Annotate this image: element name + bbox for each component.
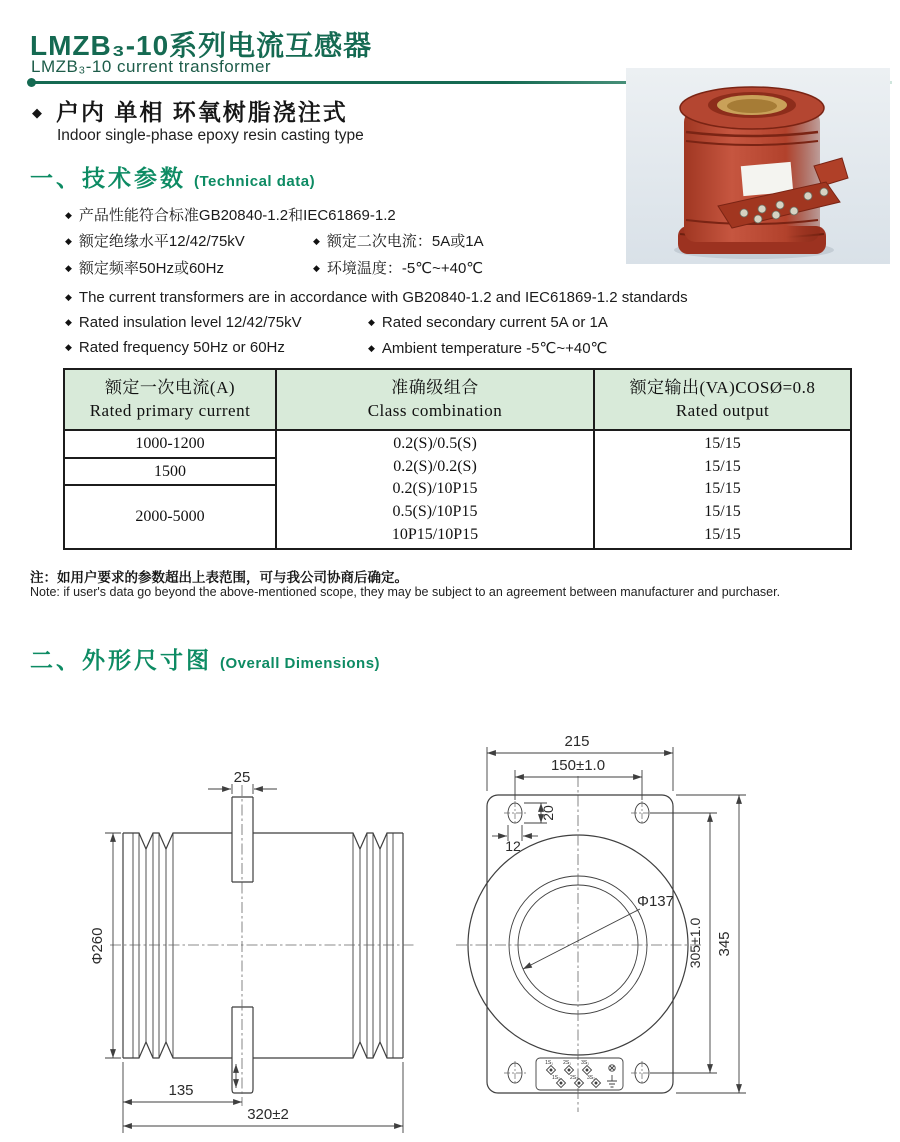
table-cell: 15/15 xyxy=(704,435,741,453)
feature-text-cn: 户内 单相 环氧树脂浇注式 xyxy=(56,99,348,125)
dim-total-height: 345 xyxy=(716,931,733,957)
tech-bullet-secondary-cn xyxy=(313,230,484,251)
section-overall-dimensions-heading xyxy=(30,642,380,675)
spec-table-header xyxy=(65,370,850,431)
bullet-text: Rated insulation level 12/42/75kV xyxy=(78,314,302,331)
dim-hole-spacing-h: 150±1.0 xyxy=(550,757,606,774)
table-cell: 2000-5000 xyxy=(135,508,205,525)
table-cell: 15/15 xyxy=(704,525,741,543)
dim-stem-width: 25 xyxy=(233,769,251,786)
tech-bullet-insulation-en xyxy=(65,314,302,331)
bottom-terminal-stem xyxy=(232,1007,253,1093)
tech-bullet-frequency-cn xyxy=(65,257,224,278)
dim-body-diameter: Φ260 xyxy=(89,927,106,965)
diamond-bullet-icon: ◆ xyxy=(32,105,42,120)
tech-bullet-standards-cn xyxy=(65,204,396,225)
tech-bullet-frequency-en xyxy=(65,339,285,356)
feature-line xyxy=(32,94,348,127)
svg-text:2S₂: 2S₂ xyxy=(569,1075,579,1081)
diamond-bullet-icon: ◆ xyxy=(313,263,320,273)
bullet-text: The current transformers are in accordance with GB20840-1.2 and IEC61869-1.2 standards xyxy=(78,289,688,306)
secondary-terminal-box xyxy=(536,1058,623,1090)
feature-text-en: Indoor single-phase epoxy resin casting type xyxy=(57,127,364,144)
bullet-text: Ambient temperature -5℃~+40℃ xyxy=(381,340,608,357)
svg-text:3S₂: 3S₂ xyxy=(586,1075,596,1081)
bullet-text: 产品性能符合标准GB20840-1.2和IEC61869-1.2 xyxy=(78,207,396,224)
page-subtitle: LMZB₃-10 current transformer xyxy=(31,57,272,76)
spec-table xyxy=(63,368,852,550)
dimension-drawings xyxy=(0,700,900,1142)
primary-current-column xyxy=(65,431,277,548)
header-cn: 准确级组合 xyxy=(391,377,479,397)
header-en: Rated output xyxy=(675,400,770,420)
ct-fin-grooves xyxy=(146,849,380,1042)
diamond-bullet-icon: ◆ xyxy=(65,317,72,327)
product-photo xyxy=(626,68,890,264)
table-cell: 15/15 xyxy=(704,457,741,475)
dim-total-length: 320±2 xyxy=(247,1106,289,1123)
col-header-class-combination xyxy=(277,370,595,429)
col-header-rated-output xyxy=(595,370,850,429)
front-view-drawing xyxy=(456,733,746,1112)
diamond-bullet-icon: ◆ xyxy=(368,317,375,327)
ct-body-outline xyxy=(123,833,403,1058)
spec-table-body xyxy=(65,431,850,548)
diamond-bullet-icon: ◆ xyxy=(65,342,72,352)
dim-bore-diameter: Φ137 xyxy=(637,893,674,910)
section1-title-en: (Technical data) xyxy=(194,173,316,190)
dim-stem-offset: 135 xyxy=(168,1082,194,1099)
diamond-bullet-icon: ◆ xyxy=(65,263,72,273)
side-view-drawing xyxy=(89,769,415,1133)
diamond-bullet-icon: ◆ xyxy=(65,292,72,302)
table-cell: 0.5(S)/10P15 xyxy=(392,503,478,521)
tech-bullet-insulation-cn xyxy=(65,230,245,251)
product-photo-graphic xyxy=(626,68,890,264)
table-cell: 0.2(S)/0.2(S) xyxy=(393,457,477,475)
header-en: Class combination xyxy=(367,400,503,420)
diamond-bullet-icon: ◆ xyxy=(313,236,320,246)
svg-text:3S₁: 3S₁ xyxy=(581,1060,589,1066)
diamond-bullet-icon: ◆ xyxy=(368,343,375,353)
tech-bullet-standards-en xyxy=(65,289,688,306)
rated-output-column xyxy=(595,431,850,548)
svg-text:1S₁: 1S₁ xyxy=(545,1060,553,1066)
header-en: Rated primary current xyxy=(89,400,251,420)
section-technical-data-heading xyxy=(30,160,315,193)
svg-text:1S₂: 1S₂ xyxy=(551,1075,561,1081)
table-cell: 1500 xyxy=(65,459,275,486)
ground-symbol-icon xyxy=(607,1075,617,1087)
page-title: LMZB₃-10系列电流互感器 xyxy=(30,30,373,61)
top-terminal-stem xyxy=(232,797,253,882)
table-cell: 10P15/10P15 xyxy=(391,525,479,543)
dim-slot-width: 12 xyxy=(505,838,521,854)
col-header-primary-current xyxy=(65,370,277,429)
class-combination-column xyxy=(277,431,595,548)
header-cn: 额定一次电流(A) xyxy=(104,377,236,397)
table-cell: 0.2(S)/0.5(S) xyxy=(393,435,477,453)
bullet-text: Rated secondary current 5A or 1A xyxy=(381,314,608,331)
svg-text:2S₁: 2S₁ xyxy=(563,1060,571,1066)
section2-title-cn: 二、外形尺寸图 xyxy=(30,647,212,673)
bullet-text: 额定二次电流：5A或1A xyxy=(326,233,484,250)
diamond-bullet-icon: ◆ xyxy=(65,236,72,246)
tech-bullet-secondary-en xyxy=(368,314,608,331)
bullet-text: Rated frequency 50Hz or 60Hz xyxy=(78,339,285,356)
dim-hole-spacing-v: 305±1.0 xyxy=(687,917,703,969)
tech-bullet-ambient-cn xyxy=(313,257,483,278)
bullet-text: 额定绝缘水平12/42/75kV xyxy=(78,233,245,250)
bullet-text: 环境温度：-5℃~+40℃ xyxy=(326,260,484,277)
table-note-cn: 注：如用户要求的参数超出上表范围，可与我公司协商后确定。 xyxy=(30,570,408,585)
section2-title-en: (Overall Dimensions) xyxy=(220,655,381,672)
dim-flange-width: 215 xyxy=(564,733,590,750)
table-cell: 1000-1200 xyxy=(65,431,275,459)
table-cell: 15/15 xyxy=(704,503,741,521)
table-cell: 0.2(S)/10P15 xyxy=(392,480,478,498)
tech-bullet-ambient-en xyxy=(368,339,607,357)
ct-fin-lines xyxy=(133,833,393,1058)
table-cell: 15/15 xyxy=(704,480,741,498)
diamond-bullet-icon: ◆ xyxy=(65,210,72,220)
section1-title-cn: 一、技术参数 xyxy=(30,165,186,191)
bullet-text: 额定频率50Hz或60Hz xyxy=(78,260,224,277)
dim-slot-length: 20 xyxy=(540,805,556,821)
table-note-en: Note: if user's data go beyond the above-mentioned scope, they may be subject to an agreement between manufacturer and purchaser. xyxy=(30,585,781,599)
header-cn: 额定输出(VA)COSØ=0.8 xyxy=(629,377,816,397)
